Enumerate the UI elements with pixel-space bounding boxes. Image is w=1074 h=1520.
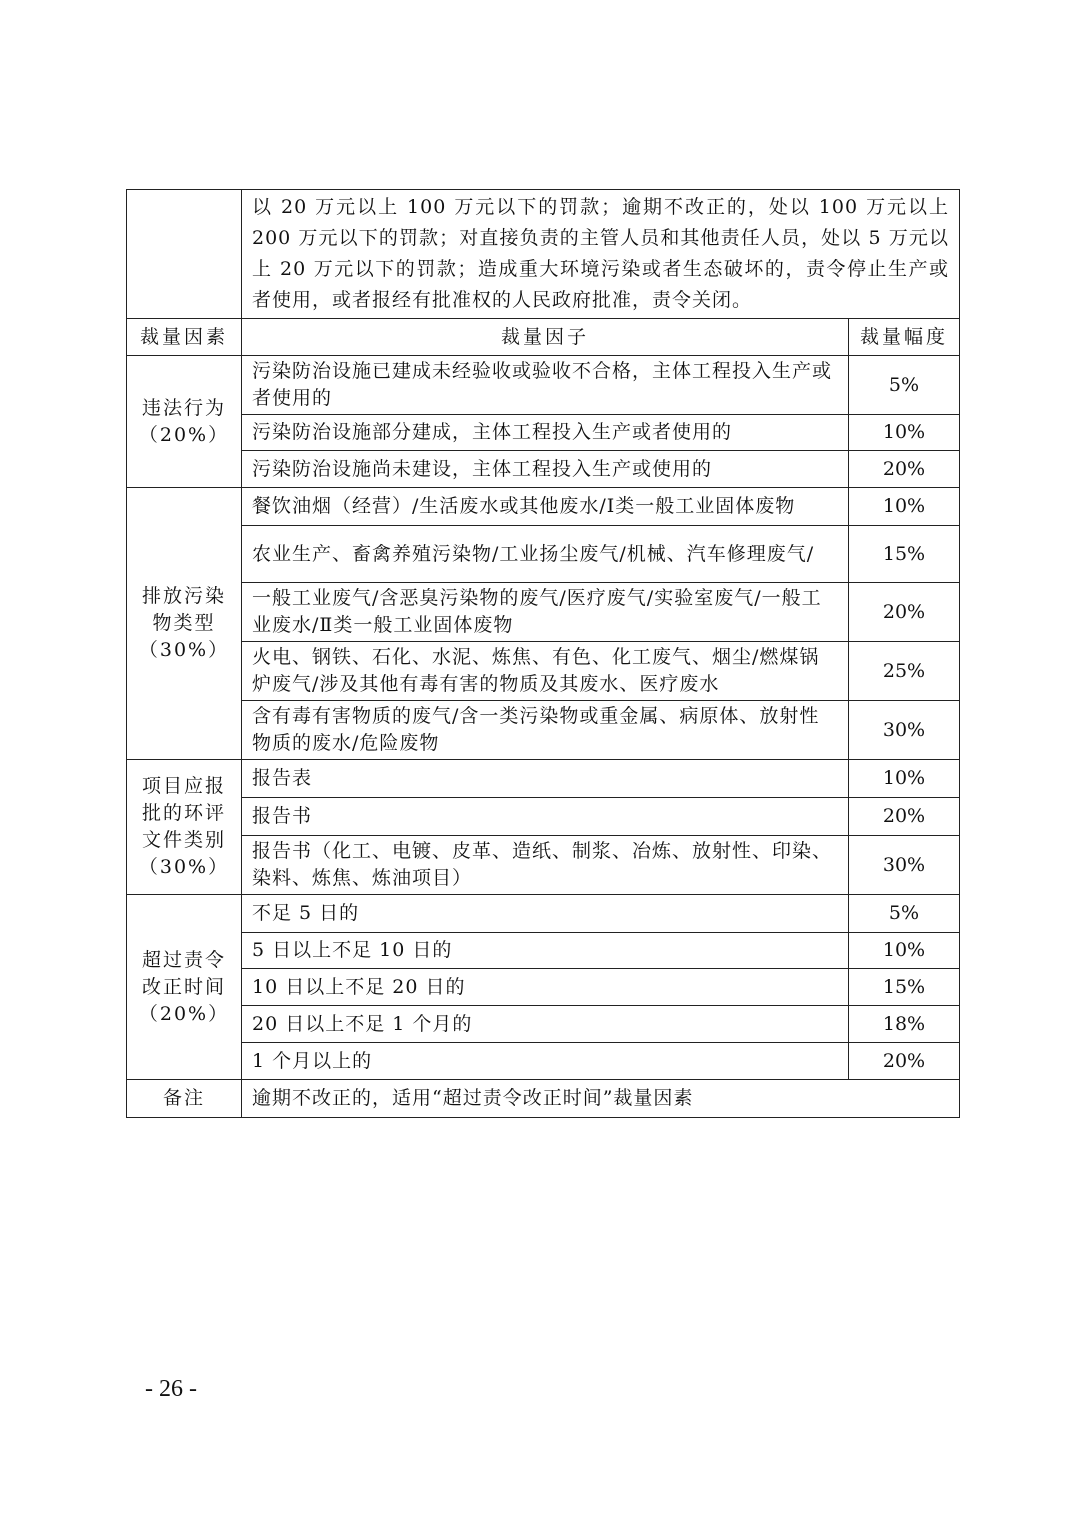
factor-cell: 违法行为（20%） bbox=[127, 356, 242, 488]
pct-cell: 5% bbox=[849, 895, 960, 933]
pct-cell: 30% bbox=[849, 701, 960, 760]
item-cell: 5 日以上不足 10 日的 bbox=[242, 933, 849, 969]
table-row bbox=[127, 933, 960, 969]
item-cell: 污染防治设施已建成未经验收或验收不合格，主体工程投入生产或者使用的 bbox=[242, 356, 849, 415]
pct-cell: 15% bbox=[849, 526, 960, 583]
header-row bbox=[127, 319, 960, 356]
item-cell: 含有毒有害物质的废气/含一类污染物或重金属、病原体、放射性物质的废水/危险废物 bbox=[242, 701, 849, 760]
pct-cell: 10% bbox=[849, 760, 960, 798]
pct-cell: 18% bbox=[849, 1006, 960, 1043]
note-label: 备注 bbox=[127, 1080, 242, 1118]
pct-cell: 20% bbox=[849, 451, 960, 488]
header-range: 裁量幅度 bbox=[849, 319, 960, 356]
item-cell: 污染防治设施部分建成，主体工程投入生产或者使用的 bbox=[242, 415, 849, 451]
pct-cell: 30% bbox=[849, 836, 960, 895]
page-number: - 26 - bbox=[145, 1376, 197, 1402]
table-row bbox=[127, 526, 960, 583]
pct-cell: 10% bbox=[849, 488, 960, 526]
item-cell: 火电、钢铁、石化、水泥、炼焦、有色、化工废气、烟尘/燃煤锅炉废气/涉及其他有毒有害的物质及其废水、医疗废水 bbox=[242, 642, 849, 701]
factor-cell: 排放污染物类型（30%） bbox=[127, 488, 242, 760]
pct-cell: 10% bbox=[849, 415, 960, 451]
item-cell: 报告表 bbox=[242, 760, 849, 798]
table-row bbox=[127, 1043, 960, 1080]
item-cell: 10 日以上不足 20 日的 bbox=[242, 969, 849, 1006]
item-cell: 农业生产、畜禽养殖污染物/工业扬尘废气/机械、汽车修理废气/ bbox=[242, 526, 849, 583]
table-row bbox=[127, 583, 960, 642]
pct-cell: 25% bbox=[849, 642, 960, 701]
intro-row bbox=[127, 190, 960, 319]
note-text: 逾期不改正的，适用“超过责令改正时间”裁量因素 bbox=[242, 1080, 960, 1118]
item-cell: 报告书（化工、电镀、皮革、造纸、制浆、冶炼、放射性、印染、染料、炼焦、炼油项目） bbox=[242, 836, 849, 895]
pct-cell: 20% bbox=[849, 583, 960, 642]
table-row bbox=[127, 836, 960, 895]
item-cell: 餐饮油烟（经营）/生活废水或其他废水/Ⅰ类一般工业固体废物 bbox=[242, 488, 849, 526]
header-factor: 裁量因素 bbox=[127, 319, 242, 356]
table-row bbox=[127, 1006, 960, 1043]
item-cell: 20 日以上不足 1 个月的 bbox=[242, 1006, 849, 1043]
item-cell: 污染防治设施尚未建设，主体工程投入生产或使用的 bbox=[242, 451, 849, 488]
item-cell: 1 个月以上的 bbox=[242, 1043, 849, 1080]
pct-cell: 15% bbox=[849, 969, 960, 1006]
intro-text: 以 20 万元以上 100 万元以下的罚款；逾期不改正的，处以 100 万元以上 200 万元以下的罚款；对直接负责的主管人员和其他责任人员，处以 5 万元以上 20 万元以下的罚款；造成重大环境污染或者生态破坏的，责令停止生产或者使用，或者报经有批准权的人民政府批准，责令关闭。 bbox=[242, 190, 960, 319]
table-row bbox=[127, 969, 960, 1006]
table-row bbox=[127, 451, 960, 488]
table-row bbox=[127, 760, 960, 798]
item-cell: 一般工业废气/含恶臭污染物的废气/医疗废气/实验室废气/一般工业废水/Ⅱ类一般工业固体废物 bbox=[242, 583, 849, 642]
table-row bbox=[127, 701, 960, 760]
factor-cell: 项目应报批的环评文件类别（30%） bbox=[127, 760, 242, 895]
intro-empty-cell bbox=[127, 190, 242, 319]
pct-cell: 20% bbox=[849, 798, 960, 836]
table-row bbox=[127, 415, 960, 451]
note-row bbox=[127, 1080, 960, 1118]
discretion-table bbox=[126, 189, 960, 1118]
table-row bbox=[127, 895, 960, 933]
pct-cell: 5% bbox=[849, 356, 960, 415]
table-row bbox=[127, 488, 960, 526]
table-row bbox=[127, 798, 960, 836]
table-row bbox=[127, 642, 960, 701]
table-row bbox=[127, 356, 960, 415]
header-item: 裁量因子 bbox=[242, 319, 849, 356]
item-cell: 报告书 bbox=[242, 798, 849, 836]
item-cell: 不足 5 日的 bbox=[242, 895, 849, 933]
pct-cell: 10% bbox=[849, 933, 960, 969]
pct-cell: 20% bbox=[849, 1043, 960, 1080]
factor-cell: 超过责令改正时间（20%） bbox=[127, 895, 242, 1080]
